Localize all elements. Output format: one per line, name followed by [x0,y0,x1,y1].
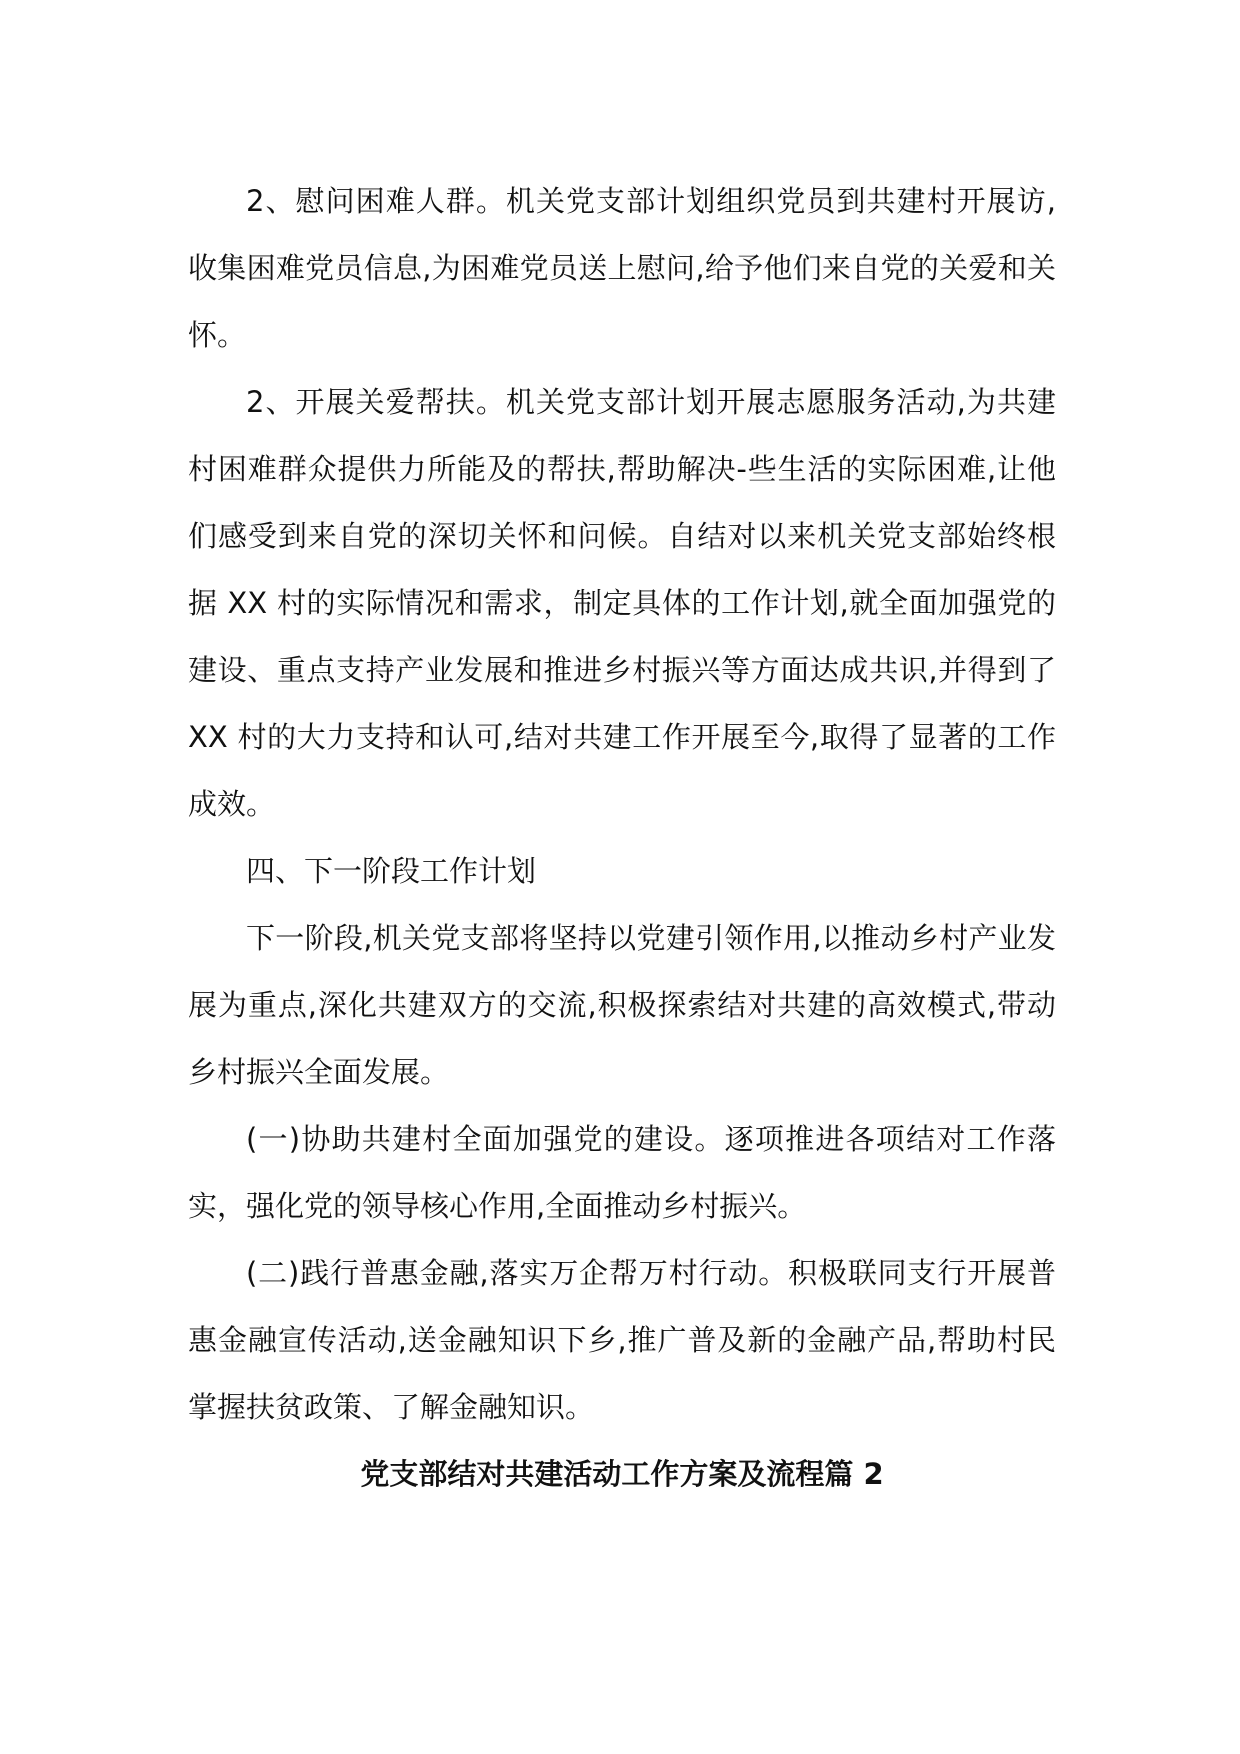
paragraph-party-building: (一)协助共建村全面加强党的建设。逐项推进各项结对工作落实，强化党的领导核心作用,全面推动乡村振兴。 [188,1122,1056,1223]
paragraph-care-assistance: 2、开展关爱帮扶。机关党支部计划开展志愿服务活动,为共建村困难群众提供力所能及的帮扶,帮助解决-些生活的实际困难,让他们感受到来自党的深切关怀和问候。自结对以来机关党支部始终根据 XX 村的实际情况和需求，制定具体的工作计划,就全面加强党的建设、重点支持产业发展和推进乡村振兴等方面达成共识,并得到了 XX 村的大力支持和认可,结对共建工作开展至今,取得了显著的工作成效。 [188,385,1056,821]
paragraph-next-stage: 下一阶段,机关党支部将坚持以党建引领作用,以推动乡村产业发展为重点,深化共建双方的交流,积极探索结对共建的高效模式,带动乡村振兴全面发展。 [188,921,1056,1089]
paragraph-condolence: 2、慰问困难人群。机关党支部计划组织党员到共建村开展访,收集困难党员信息,为困难党员送上慰问,给予他们来自党的关爱和关怀。 [188,184,1056,352]
heading-next-stage-plan: 四、下一阶段工作计划 [246,854,537,888]
section-title: 党支部结对共建活动工作方案及流程篇 2 [360,1457,884,1491]
document-body [188,168,1056,1508]
paragraph-inclusive-finance: (二)践行普惠金融,落实万企帮万村行动。积极联同支行开展普惠金融宣传活动,送金融知识下乡,推广普及新的金融产品,帮助村民掌握扶贫政策、了解金融知识。 [188,1256,1056,1424]
